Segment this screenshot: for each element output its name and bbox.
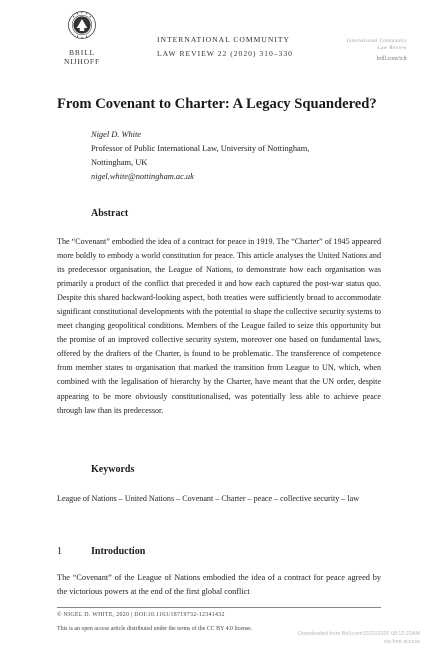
publisher-name <box>62 48 102 66</box>
journal-header <box>157 33 337 61</box>
author-name: Nigel D. White <box>91 130 142 139</box>
footer-rule <box>57 607 381 608</box>
abstract-heading: Abstract <box>91 208 129 219</box>
copyright-doi: © NIGEL D. WHITE, 2020 | DOI:10.1163/18719732-12341432 <box>57 612 225 618</box>
author-affiliation-line-1: Professor of Public International Law, University of Nottingham, <box>91 144 310 153</box>
author-affiliation-line-2: Nottingham, UK <box>91 158 148 167</box>
abstract-text: The “Covenant” embodied the idea of a contract for peace in 1919. The “Charter” of 1945 appeared more boldly to embody a world constitution for peace. This article analyses the United Nations and its predecessor organisation, the League of Nations, to demonstrate how each organisation was primarily a product of the conflict that preceded it and how each captured the post-war status quo. Despite this shared backward-looking aspect, both treaties were sufficiently broad to accommodate significant constitutional developments with the potential to shape the collective security systems to meet changing geopolitical conditions. Members of the League failed to seize this opportunity but the promise of an improved collective security system, moreover one based on fundamental laws, offered by the drafters of the Charter, is found to be problematic. The transference of competence from member states to organisation that marked the transition from League to UN, which, when combined with the legalisation of hierarchy by the Charter, have meant that the UN order, despite appearing to be more obviously constitutionalised, was potentially less able to achieve peace through law than its predecessor. <box>57 237 381 415</box>
keywords-text: League of Nations – United Nations – Covenant – Charter – peace – collective security – law <box>57 494 360 503</box>
brand-line-1: BRILL <box>69 48 95 57</box>
author-block <box>91 128 391 184</box>
download-watermark <box>260 630 420 646</box>
license-notice: This is an open access article distributed under the terms of the CC BY 4.0 license. <box>57 626 253 632</box>
side-title-line-1: International Community <box>346 39 407 44</box>
journal-url-link[interactable]: brill.com/iclr <box>376 56 407 62</box>
brand-line-2: NIJHOFF <box>64 57 100 66</box>
brill-seal-icon <box>67 10 97 40</box>
author-email-link[interactable]: nigel.white@nottingham.ac.uk <box>91 172 194 181</box>
journal-side-mark <box>317 38 407 62</box>
introduction-text: The “Covenant” of the League of Nations embodied the idea of a contract for peace agreed by the victorious powers at the end of the first global conflict <box>57 573 381 596</box>
download-line-1: Downloaded from Brill.com10/22/2020 08:12:22AM <box>298 631 420 637</box>
publisher-logo <box>62 10 102 66</box>
article-title: From Covenant to Charter: A Legacy Squandered? <box>57 96 377 112</box>
section-number: 1 <box>57 546 62 557</box>
journal-citation: LAW REVIEW 22 (2020) 310–330 <box>157 49 293 58</box>
introduction-heading: Introduction <box>91 546 146 557</box>
download-line-2: via free access <box>384 639 420 645</box>
keywords-heading: Keywords <box>91 464 135 475</box>
side-title-line-2: Law Review <box>377 46 407 51</box>
journal-name: INTERNATIONAL COMMUNITY <box>157 35 291 44</box>
